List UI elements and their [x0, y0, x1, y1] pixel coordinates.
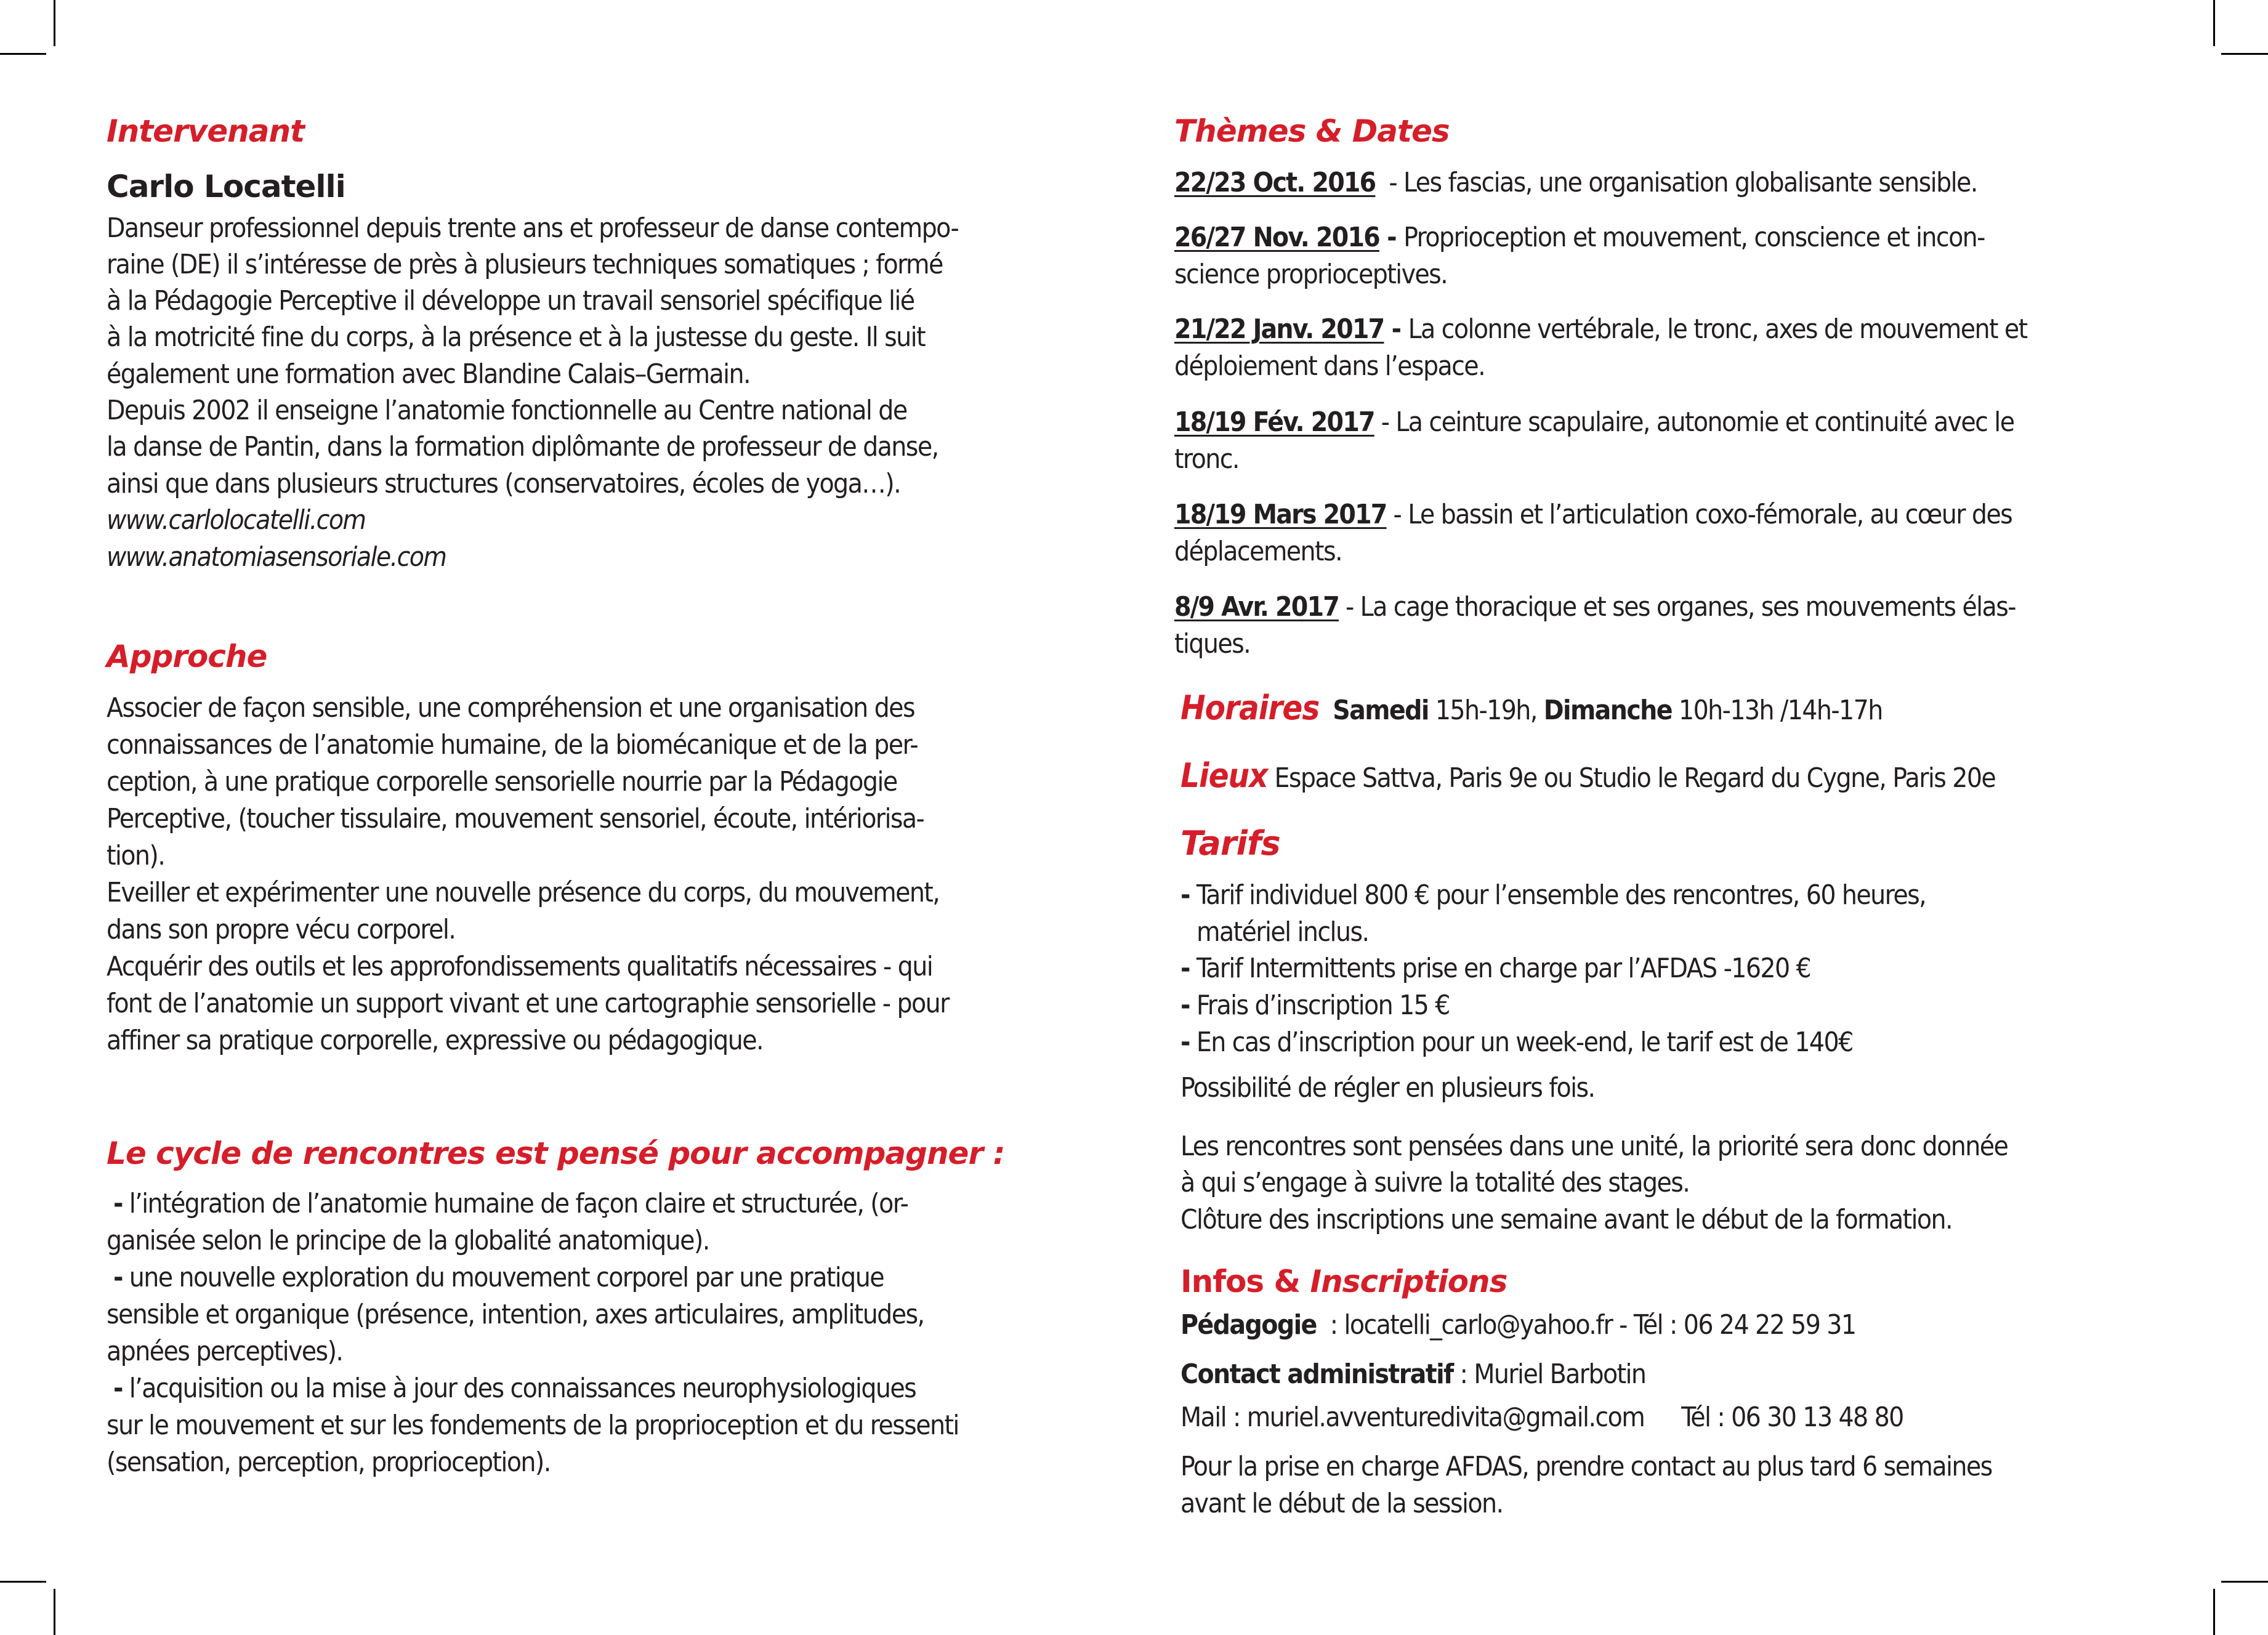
policy-line: à qui s’engage à suivre la totalité des stages.	[1180, 1167, 1690, 1198]
crop-mark-top-right-h	[2221, 53, 2268, 55]
approche-line: Perceptive, (toucher tissulaire, mouvement sensoriel, écoute, intériorisa-	[107, 803, 924, 834]
cycle-item-cont: apnées perceptives).	[107, 1336, 343, 1367]
mail-contact	[1180, 1399, 1903, 1436]
cycle-item-text: une nouvelle exploration du mouvement corporel par une pratique	[129, 1262, 884, 1293]
session-separator: -	[1339, 591, 1360, 623]
right-column	[1174, 0, 2172, 1635]
policy-line: Les rencontres sont pensées dans une unité, la priorité sera donc donnée	[1180, 1131, 2008, 1162]
session-date: 18/19 Mars 2017	[1174, 499, 1387, 530]
session-row	[1174, 164, 1977, 201]
session-theme: Le bassin et l’articulation coxo-fémorale, au cœur des	[1408, 499, 2012, 530]
tarif-item	[1180, 877, 1926, 914]
horaires-day-saturday: Samedi	[1333, 695, 1429, 726]
bio-line: raine (DE) il s’intéresse de près à plusieurs techniques somatiques ; formé	[107, 249, 943, 280]
afdas-line: Pour la prise en charge AFDAS, prendre contact au plus tard 6 semaines	[1180, 1451, 1992, 1482]
cycle-item-cont: (sensation, perception, proprioception).	[107, 1447, 551, 1478]
bio-line: la danse de Pantin, dans la formation diplômante de professeur de danse,	[107, 431, 938, 462]
crop-mark-bottom-right-v	[2213, 1589, 2215, 1635]
tarif-item	[1180, 1024, 1853, 1061]
website-link-anatomiasensoriale[interactable]: www.anatomiasensoriale.com	[107, 541, 446, 573]
payment-note: Possibilité de régler en plusieurs fois.	[1180, 1072, 1595, 1104]
crop-mark-top-left-h	[0, 53, 46, 55]
infos-heading-upright: Infos &	[1180, 1264, 1310, 1299]
bullet-dash: -	[1180, 953, 1190, 984]
admin-text: : Muriel Barbotin	[1453, 1358, 1646, 1390]
cycle-item-text: l’intégration de l’anatomie humaine de façon claire et structurée, (or-	[129, 1188, 908, 1219]
session-separator: -	[1379, 222, 1404, 253]
session-separator: -	[1374, 406, 1396, 438]
cycle-item	[107, 1185, 908, 1222]
session-theme: La ceinture scapulaire, autonomie et continuité avec le	[1395, 406, 2014, 438]
mail-prefix: Mail :	[1180, 1402, 1247, 1433]
horaires-time-saturday: 15h-19h,	[1428, 695, 1544, 726]
admin-label: Contact administratif	[1180, 1358, 1453, 1390]
session-row	[1174, 404, 2014, 441]
session-theme: La colonne vertébrale, le tronc, axes de mouvement et	[1408, 313, 2027, 345]
lieux-heading: Lieux	[1180, 756, 1268, 795]
session-date: 18/19 Fév. 2017	[1174, 406, 1374, 438]
session-separator: -	[1375, 167, 1404, 198]
bio-line: à la motricité fine du corps, à la présence et à la justesse du geste. Il suit	[107, 321, 925, 353]
bullet-dash: -	[113, 1188, 123, 1219]
session-theme-cont: déploiement dans l’espace.	[1174, 350, 1485, 382]
horaires-heading: Horaires	[1180, 688, 1320, 727]
approche-line: Acquérir des outils et les approfondissements qualitatifs nécessaires - qui	[107, 951, 933, 982]
admin-contact	[1180, 1356, 1645, 1393]
bio-line: ainsi que dans plusieurs structures (conservatoires, écoles de yoga…).	[107, 468, 901, 499]
tarif-text: Tarif individuel 800 € pour l’ensemble des rencontres, 60 heures,	[1196, 879, 1926, 911]
session-separator: -	[1386, 499, 1408, 530]
session-theme-cont: tronc.	[1174, 443, 1239, 475]
session-row	[1174, 496, 2012, 533]
bullet-dash: -	[113, 1262, 123, 1293]
pedagogie-label: Pédagogie	[1180, 1309, 1317, 1341]
infos-inscriptions-heading	[1180, 1263, 1507, 1300]
cycle-item	[107, 1259, 884, 1296]
speaker-name: Carlo Locatelli	[107, 169, 345, 204]
tarif-item	[1180, 987, 1450, 1024]
session-separator: -	[1384, 313, 1408, 345]
admin-phone[interactable]: Tél : 06 30 13 48 80	[1681, 1402, 1903, 1433]
policy-line: Clôture des inscriptions une semaine avant le début de la formation.	[1180, 1204, 1953, 1235]
themes-dates-heading: Thèmes & Dates	[1174, 113, 1450, 149]
cycle-item-text: l’acquisition ou la mise à jour des connaissances neurophysiologiques	[129, 1373, 916, 1404]
session-theme-cont: tiques.	[1174, 628, 1251, 660]
bio-line: Danseur professionnel depuis trente ans et professeur de danse contempo-	[107, 212, 959, 244]
approche-line: Eveiller et expérimenter une nouvelle présence du corps, du mouvement,	[107, 877, 940, 908]
pedagogie-text[interactable]: : locatelli_carlo@yahoo.fr - Tél : 06 24 22 59 31	[1316, 1309, 1856, 1341]
crop-mark-bottom-right-h	[2221, 1581, 2268, 1583]
approche-line: font de l’anatomie un support vivant et une cartographie sensorielle - pour	[107, 988, 949, 1019]
bio-line: également une formation avec Blandine Calais–Germain.	[107, 358, 750, 390]
tarif-text: En cas d’inscription pour un week-end, le tarif est de 140€	[1196, 1027, 1853, 1058]
horaires-day-sunday: Dimanche	[1543, 695, 1673, 726]
cycle-item	[107, 1370, 916, 1407]
session-date: 26/27 Nov. 2016	[1174, 222, 1379, 253]
mail-address[interactable]: muriel.avventuredivita@gmail.com	[1246, 1402, 1645, 1433]
horaires-time-sunday: 10h-13h /14h-17h	[1672, 695, 1883, 726]
bio-line: à la Pédagogie Perceptive il développe un travail sensoriel spécifique lié	[107, 285, 914, 317]
session-theme-cont: science proprioceptives.	[1174, 259, 1448, 290]
approche-line: ception, à une pratique corporelle sensorielle nourrie par la Pédagogie	[107, 766, 897, 797]
tarif-text: Frais d’inscription 15 €	[1196, 990, 1450, 1021]
approche-heading: Approche	[107, 639, 267, 674]
session-row	[1174, 219, 1985, 256]
session-theme: Les fascias, une organisation globalisante sensible.	[1403, 167, 1977, 198]
tarif-item-cont: matériel inclus.	[1197, 916, 1369, 948]
bio-line: Depuis 2002 il enseigne l’anatomie fonctionnelle au Centre national de	[107, 395, 907, 426]
crop-mark-top-right-v	[2213, 0, 2215, 46]
left-column	[107, 0, 1104, 1635]
lieux-row	[1180, 757, 1995, 797]
approche-line: Associer de façon sensible, une compréhension et une organisation des	[107, 692, 914, 724]
cycle-heading: Le cycle de rencontres est pensé pour accompagner :	[107, 1136, 1005, 1171]
session-date: 21/22 Janv. 2017	[1174, 313, 1384, 345]
pedagogie-contact	[1180, 1307, 1855, 1344]
approche-line: affiner sa pratique corporelle, expressive ou pédagogique.	[107, 1025, 763, 1056]
intervenant-heading: Intervenant	[107, 113, 305, 149]
crop-mark-bottom-left-v	[54, 1589, 55, 1635]
session-theme: Proprioception et mouvement, conscience et incon-	[1403, 222, 1985, 253]
tarif-item	[1180, 950, 1810, 987]
session-row	[1174, 311, 2027, 348]
approche-line: tion).	[107, 840, 165, 871]
bullet-dash: -	[1180, 1027, 1190, 1058]
session-row	[1174, 589, 2016, 626]
cycle-item-cont: ganisée selon le principe de la globalité anatomique).	[107, 1225, 709, 1256]
cycle-item-cont: sur le mouvement et sur les fondements de la proprioception et du ressenti	[107, 1410, 959, 1441]
session-date: 22/23 Oct. 2016	[1174, 167, 1376, 198]
approche-line: dans son propre vécu corporel.	[107, 914, 456, 945]
bullet-dash: -	[1180, 879, 1190, 911]
session-date: 8/9 Avr. 2017	[1174, 591, 1339, 623]
website-link-carlolocatelli[interactable]: www.carlolocatelli.com	[107, 504, 366, 536]
infos-heading-italic: Inscriptions	[1310, 1264, 1507, 1299]
lieux-text: Espace Sattva, Paris 9e ou Studio le Regard du Cygne, Paris 20e	[1267, 762, 1996, 794]
session-theme-cont: déplacements.	[1174, 536, 1342, 567]
crop-mark-top-left-v	[54, 0, 55, 46]
session-theme: La cage thoracique et ses organes, ses mouvements élas-	[1360, 591, 2016, 623]
crop-mark-bottom-left-h	[0, 1581, 46, 1583]
tarif-text: Tarif Intermittents prise en charge par l’AFDAS -1620 €	[1196, 953, 1811, 984]
bullet-dash: -	[113, 1373, 123, 1404]
horaires-row	[1180, 690, 1883, 729]
approche-line: connaissances de l’anatomie humaine, de la biomécanique et de la per-	[107, 729, 918, 761]
tarifs-heading: Tarifs	[1180, 824, 1280, 863]
cycle-item-cont: sensible et organique (présence, intention, axes articulaires, amplitudes,	[107, 1299, 924, 1330]
bullet-dash: -	[1180, 990, 1190, 1021]
afdas-line: avant le début de la session.	[1180, 1488, 1503, 1519]
